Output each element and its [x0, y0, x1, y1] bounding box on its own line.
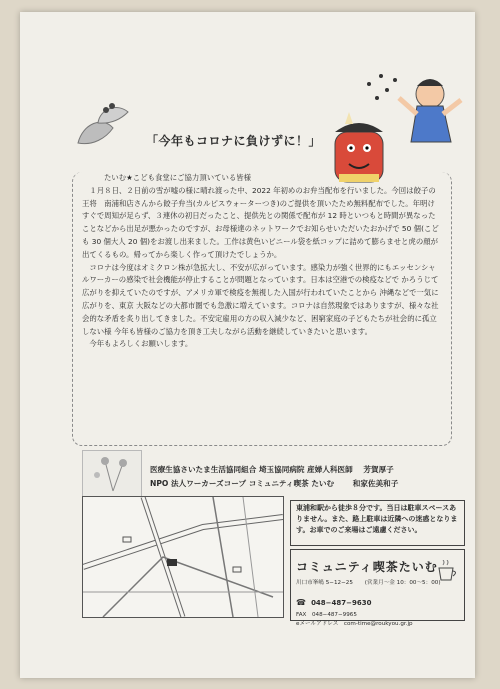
shop-fax: FAX 048−487−9965	[296, 612, 357, 618]
flower-photo-graphic	[83, 451, 141, 495]
coffee-cup-icon	[435, 560, 461, 584]
access-map	[82, 496, 284, 618]
greeting: たいむ★こども食堂にご協力頂いている皆様	[104, 173, 252, 182]
access-map-graphic	[83, 497, 283, 617]
shop-hours: (営業月〜金 10：00〜5：00)	[364, 580, 441, 586]
holly-illustration	[68, 98, 138, 158]
shop-email: eメールアドレス com-time@roukyou.gr.jp	[296, 621, 413, 627]
paragraph-3: 今年もよろしくお願いします。	[89, 339, 193, 349]
access-note: 東浦和駅から徒歩８分です。当日は駐車スペースありません。また、路上駐車は近隣への迷惑となります。お車でのご来場はご遠慮ください。	[290, 500, 465, 546]
signature-2-name: 和家佐美和子	[352, 479, 399, 488]
signature-1-org: 医療生協さいたま生活協同組合 埼玉協同病院 産婦人科医師	[150, 465, 353, 474]
signature-2-org: NPO 法人ワーカーズコープ コミュニティ喫茶 たいむ	[150, 479, 335, 488]
signature-1-name: 芳賀厚子	[363, 465, 394, 474]
phone-icon: ☎	[296, 598, 306, 607]
child-throwing-beans-illustration	[325, 62, 475, 187]
page-title: 「今年もコロナに負けずに！」	[146, 134, 322, 148]
shop-tel: 048−487−9630	[311, 599, 372, 607]
paragraph-2: コロナは今度はオミクロン株が急拡大し、不安が広がっています。感染力が強く世界的にもエッセンシャルワーカーの感染で社会機能が停止することが問題となっています。日本は空港での検疫などで かろうじて広がりを抑えていたのですが、アメリカ軍で検疫を無視した入国が行われていたことから 沖縄などで一気に広がりを、東京 大阪などの大都市圏でも急激に増えています。コロナは自然現象ではありますが、様々な社会的な矛盾を炙り出してきました。不安定雇用の方の収入減少など、困窮家庭の子どもたちが社会的に孤立しない様 今年も皆様のご協力を頂き工夫しながら活動を継続していきたいと思います。	[82, 262, 439, 336]
letter-body	[82, 172, 442, 351]
shop-name: コミュニティ喫茶たいむ	[296, 560, 438, 574]
flyer-sheet	[20, 12, 475, 678]
paragraph-1: １月８日、２日前の雪が嘘の様に晴れ渡った中、2022 年初めのお弁当配布を行いました。今回は餃子の王将 南浦和店さんから餃子弁当(カルピスウォーターつき)のご提供を頂いたため無料配布でした。年明けすぐで周知が足らず、３連休の初日だったこと、提供先との関係で配布が 12 時といつもと時間が異なったことなどから出足が悪かったのですが、お母様達のネットワークでお知らせいただいたおかげで 50 個(こども 30 個大人 20 個)をお渡し出来ました。工作は黄色いビニール袋を紙コップに詰めて膨らませと虎の顔が出てくるもの。帰ってから楽しく作って頂けたでしょうか。	[82, 185, 439, 259]
shop-tel-line	[296, 590, 459, 609]
shop-address: 川口市峯嶋 5−12−25	[296, 580, 353, 586]
signature-2	[150, 478, 398, 489]
signature-1	[150, 464, 394, 475]
